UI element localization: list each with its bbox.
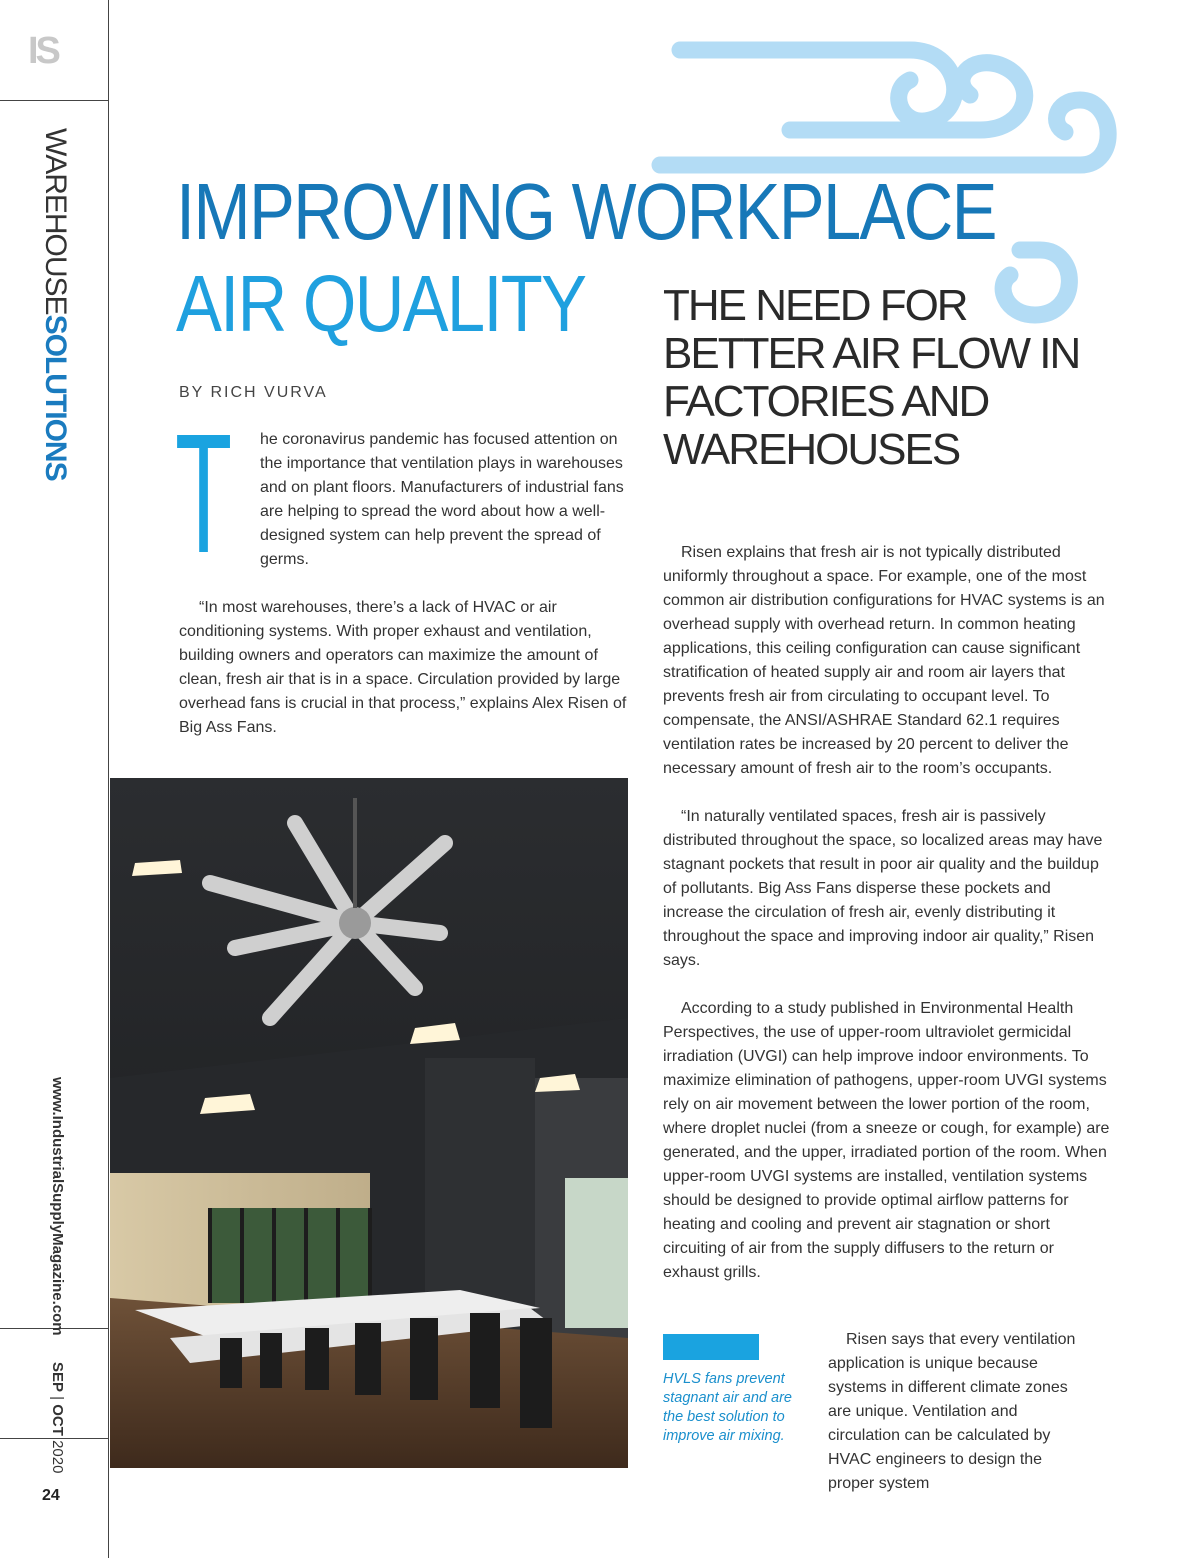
intro-paragraph: he coronavirus pandemic has focused attention on the importance that ventilation plays in warehouses and on plant floors. Manufacturers of industrial fans are helping to spread the word about how a well-designed system can help prevent the spread of germs. [260, 431, 624, 568]
sidebar-rule-top [0, 100, 108, 101]
body-paragraph: Risen explains that fresh air is not typically distributed uniformly throughout a space. For example, one of the most common air distribution configurations for HVAC systems is an overhead supply with overhead return. In common heating applications, this ceiling configuration can cause significant stratification of heated supply air and room air layers that prevents fresh air from circulating to occupant level. To compensate, the ANSI/ASHRAE Standard 62.1 requires ventilation rates be increased by 20 percent to deliver the necessary amount of fresh air to the room’s occupants. [663, 544, 1105, 777]
right-column [663, 541, 1113, 1309]
issue-month2: OCT [49, 1404, 66, 1436]
body-paragraph: According to a study published in Environmental Health Perspectives, the use of upper-room ultraviolet germicidal irradiation (UVGI) can help improve indoor environments. To maximize elimination of pathogens, upper-room UVGI systems rely on air movement between the lower portion of the room, where droplet nuclei (from a sneeze or cough, for example) are generated, and the upper, irradiated portion of the room. When upper-room UVGI systems are installed, ventilation systems should be designed to provide optimal airflow patterns for heating and cooling and prevent air stagnation or short circuiting of air from the supply diffusers to the return or exhaust grills. [663, 1000, 1110, 1281]
magazine-logo: IS [28, 30, 58, 72]
body-paragraph: “In naturally ventilated spaces, fresh air is passively distributed throughout the space, so localized areas may have stagnant pockets that result in poor air quality and the buildup of pollutants. Big Ass Fans disperse these pockets and increase the circulation of fresh air, evenly distributing it throughout the space and improving indoor air quality,” Risen says. [663, 808, 1103, 969]
byline: BY RICH VURVA [179, 384, 328, 401]
subhead: THE NEED FOR BETTER AIR FLOW IN FACTORIES AND WAREHOUSES [663, 281, 1080, 474]
issue-year: 2020 [49, 1435, 66, 1474]
drop-cap: T [175, 399, 233, 589]
section-label [32, 128, 72, 481]
issue-separator: | [49, 1392, 66, 1405]
magazine-url: www.IndustrialSupplyMagazine.com [49, 1077, 66, 1336]
quote-paragraph: “In most warehouses, there’s a lack of HVAC or air conditioning systems. With proper exhaust and ventilation, building owners and operators can maximize the amount of clean, fresh air that is in a space. Circulation provided by large overhead fans is crucial in that process,” explains Alex Risen of Big Ass Fans. [179, 599, 627, 736]
headline-line1: IMPROVING WORKPLACE [176, 167, 996, 256]
headline-line2: AIR QUALITY [176, 259, 586, 348]
issue-date [49, 1362, 66, 1482]
issue-month: SEP [49, 1362, 66, 1393]
section-label-bold: SOLUTIONS [39, 314, 72, 481]
photo-caption: HVLS fans prevent stagnant air and are the best solution to improve air mixing. [663, 1371, 792, 1444]
caption-accent-bar [663, 1334, 759, 1360]
conference-room-photo [110, 778, 628, 1468]
continued-paragraph: Risen says that every ventilation application is unique because systems in different climate zones are unique. Ventilation and circulation can be calculated by HVAC engineers to design the proper system [828, 1331, 1076, 1492]
section-label-light: WAREHOUSE [39, 128, 72, 315]
sidebar-divider [108, 0, 109, 1558]
page-number: 24 [42, 1487, 60, 1504]
